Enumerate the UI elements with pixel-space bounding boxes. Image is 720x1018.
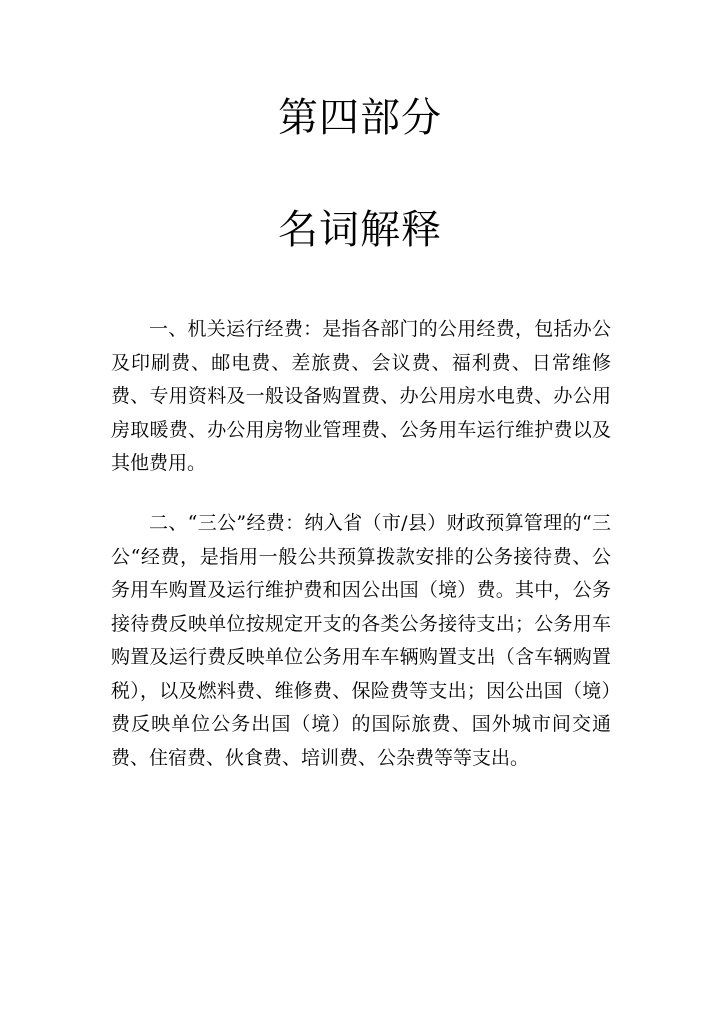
paragraph-three-public-expenses: 二、“三公”经费：纳入省（市/县）财政预算管理的“三公“经费，是指用一般公共预算拨款安排的公务接待费、公务用车购置及运行维护费和因公出国（境）费。其中，公务接待费反映单位按规定开支的各类公务接待支出；公务用车购置及运行费反映单位公务用车车辆购置支出（含车辆购置税），以及燃料费、维修费、保险费等支出；因公出国（境）费反映单位公务出国（境）的国际旅费、国外城市间交通费、住宿费、伙食费、培训费、公杂费等等支出。	[111, 512, 611, 769]
paragraph-operating-expenses: 一、机关运行经费：是指各部门的公用经费，包括办公及印刷费、邮电费、差旅费、会议费、福利费、日常维修费、专用资料及一般设备购置费、办公用房水电费、办公用房取暖费、办公用房物业管理费、公务用车运行维护费以及其他费用。	[111, 318, 611, 474]
section-title: 名词解释	[278, 207, 442, 253]
part-heading: 第四部分	[278, 95, 442, 141]
